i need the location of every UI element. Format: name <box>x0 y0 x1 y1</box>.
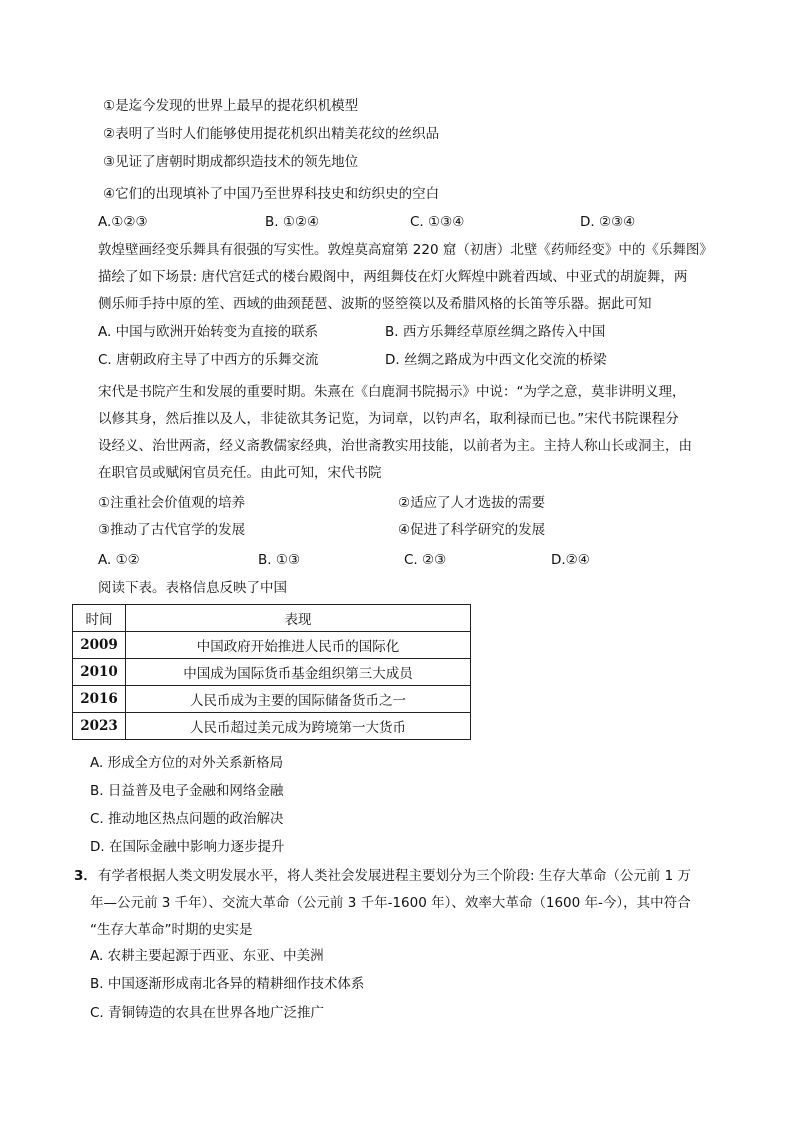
silk-item-3: ③见证了唐朝时期成都织造技术的领先地位 <box>103 154 359 170</box>
rmb-option-d[interactable]: D. 在国际金融中影响力逐步提升 <box>90 839 285 855</box>
table-cell-event: 人民币超过美元成为跨境第一大货币 <box>126 713 471 740</box>
table-cell-event: 中国政府开始推进人民币的国际化 <box>126 632 471 659</box>
academy-option-a[interactable]: A. ①② <box>98 552 140 568</box>
table-row <box>73 713 471 740</box>
table-header-row <box>73 605 471 632</box>
silk-option-d[interactable]: D. ②③④ <box>580 214 636 230</box>
dunhuang-option-c[interactable]: C. 唐朝政府主导了中西方的乐舞交流 <box>98 352 319 368</box>
silk-option-c[interactable]: C. ①③④ <box>410 214 465 230</box>
table-header-performance: 表现 <box>126 605 471 632</box>
table-row <box>73 632 471 659</box>
academy-item-2: ②适应了人才选拔的需要 <box>398 495 546 511</box>
q3-option-a[interactable]: A. 农耕主要起源于西亚、东亚、中美洲 <box>90 948 324 964</box>
rmb-intro: 阅读下表。表格信息反映了中国 <box>98 580 287 596</box>
silk-option-b[interactable]: B. ①②④ <box>265 214 320 230</box>
dunhuang-option-d[interactable]: D. 丝绸之路成为中西文化交流的桥梁 <box>385 352 607 368</box>
q3-stem-line-2: 年—公元前 3 千年）、交流大革命（公元前 3 千年-1600 年）、效率大革命（1600 年-今），其中符合 <box>90 895 691 911</box>
q3-stem-line-1: 有学者根据人类文明发展水平，将人类社会发展进程主要划分为三个阶段: 生存大革命（公元前 1 万 <box>98 868 692 884</box>
table-cell-year: 2009 <box>73 632 126 659</box>
table-row <box>73 659 471 686</box>
table-header-time: 时间 <box>73 605 126 632</box>
q3-stem-line-3: “生存大革命”时期的史实是 <box>90 922 253 938</box>
academy-item-3: ③推动了古代官学的发展 <box>98 522 246 538</box>
table-cell-year: 2010 <box>73 659 126 686</box>
academy-item-4: ④促进了科学研究的发展 <box>398 522 546 538</box>
dunhuang-option-b[interactable]: B. 西方乐舞经草原丝绸之路传入中国 <box>385 324 606 340</box>
academy-option-b[interactable]: B. ①③ <box>258 552 301 568</box>
table-row <box>73 686 471 713</box>
academy-stem-line-3: 设经义、治世两斋，经义斋教儒家经典，治世斋教实用技能，以前者为主。主持人称山长或洞主，由 <box>98 438 692 454</box>
table-cell-year: 2023 <box>73 713 126 740</box>
academy-option-c[interactable]: C. ②③ <box>404 552 447 568</box>
academy-item-1: ①注重社会价值观的培养 <box>98 495 246 511</box>
dunhuang-stem-line-3: 侧乐师手持中原的笙、西域的曲颈琵琶、波斯的竖箜篌以及希腊风格的长笛等乐器。据此可知 <box>98 296 652 312</box>
rmb-table <box>72 604 471 740</box>
dunhuang-stem-line-1: 敦煌壁画经变乐舞具有很强的写实性。敦煌莫高窟第 220 窟（初唐）北壁《药师经变》中的《乐舞图》 <box>98 242 713 258</box>
q3-option-b[interactable]: B. 中国逐渐形成南北各异的精耕细作技术体系 <box>90 976 365 992</box>
silk-item-1: ①是迄今发现的世界上最早的提花织机模型 <box>103 98 359 114</box>
q3-number: 3． <box>74 868 97 884</box>
silk-item-2: ②表明了当时人们能够使用提花机织出精美花纹的丝织品 <box>103 126 440 142</box>
dunhuang-stem-line-2: 描绘了如下场景: 唐代宫廷式的楼台殿阁中，两组舞伎在灯火辉煌中跳着西域、中亚式的胡旋舞，两 <box>98 269 688 285</box>
rmb-option-c[interactable]: C. 推动地区热点问题的政治解决 <box>90 811 284 827</box>
academy-stem-line-1: 宋代是书院产生和发展的重要时期。朱熹在《白鹿洞书院揭示》中说：“为学之意，莫非讲明义理， <box>98 384 686 400</box>
rmb-option-a[interactable]: A. 形成全方位的对外关系新格局 <box>90 755 284 771</box>
dunhuang-option-a[interactable]: A. 中国与欧洲开始转变为直接的联系 <box>98 324 319 340</box>
academy-stem-line-4: 在职官员或赋闲官员充任。由此可知，宋代书院 <box>98 465 382 481</box>
academy-stem-line-2: 以修其身，然后推以及人，非徒欲其务记览，为词章，以钓声名，取利禄而已也。”宋代书院课程分 <box>98 411 679 427</box>
silk-item-4: ④它们的出现填补了中国乃至世界科技史和纺织史的空白 <box>103 186 440 202</box>
silk-option-a[interactable]: A.①②③ <box>98 214 148 230</box>
rmb-option-b[interactable]: B. 日益普及电子金融和网络金融 <box>90 783 284 799</box>
academy-option-d[interactable]: D.②④ <box>551 552 590 568</box>
table-cell-event: 中国成为国际货币基金组织第三大成员 <box>126 659 471 686</box>
q3-option-c[interactable]: C. 青铜铸造的农具在世界各地广泛推广 <box>90 1005 325 1021</box>
table-cell-event: 人民币成为主要的国际储备货币之一 <box>126 686 471 713</box>
table-cell-year: 2016 <box>73 686 126 713</box>
